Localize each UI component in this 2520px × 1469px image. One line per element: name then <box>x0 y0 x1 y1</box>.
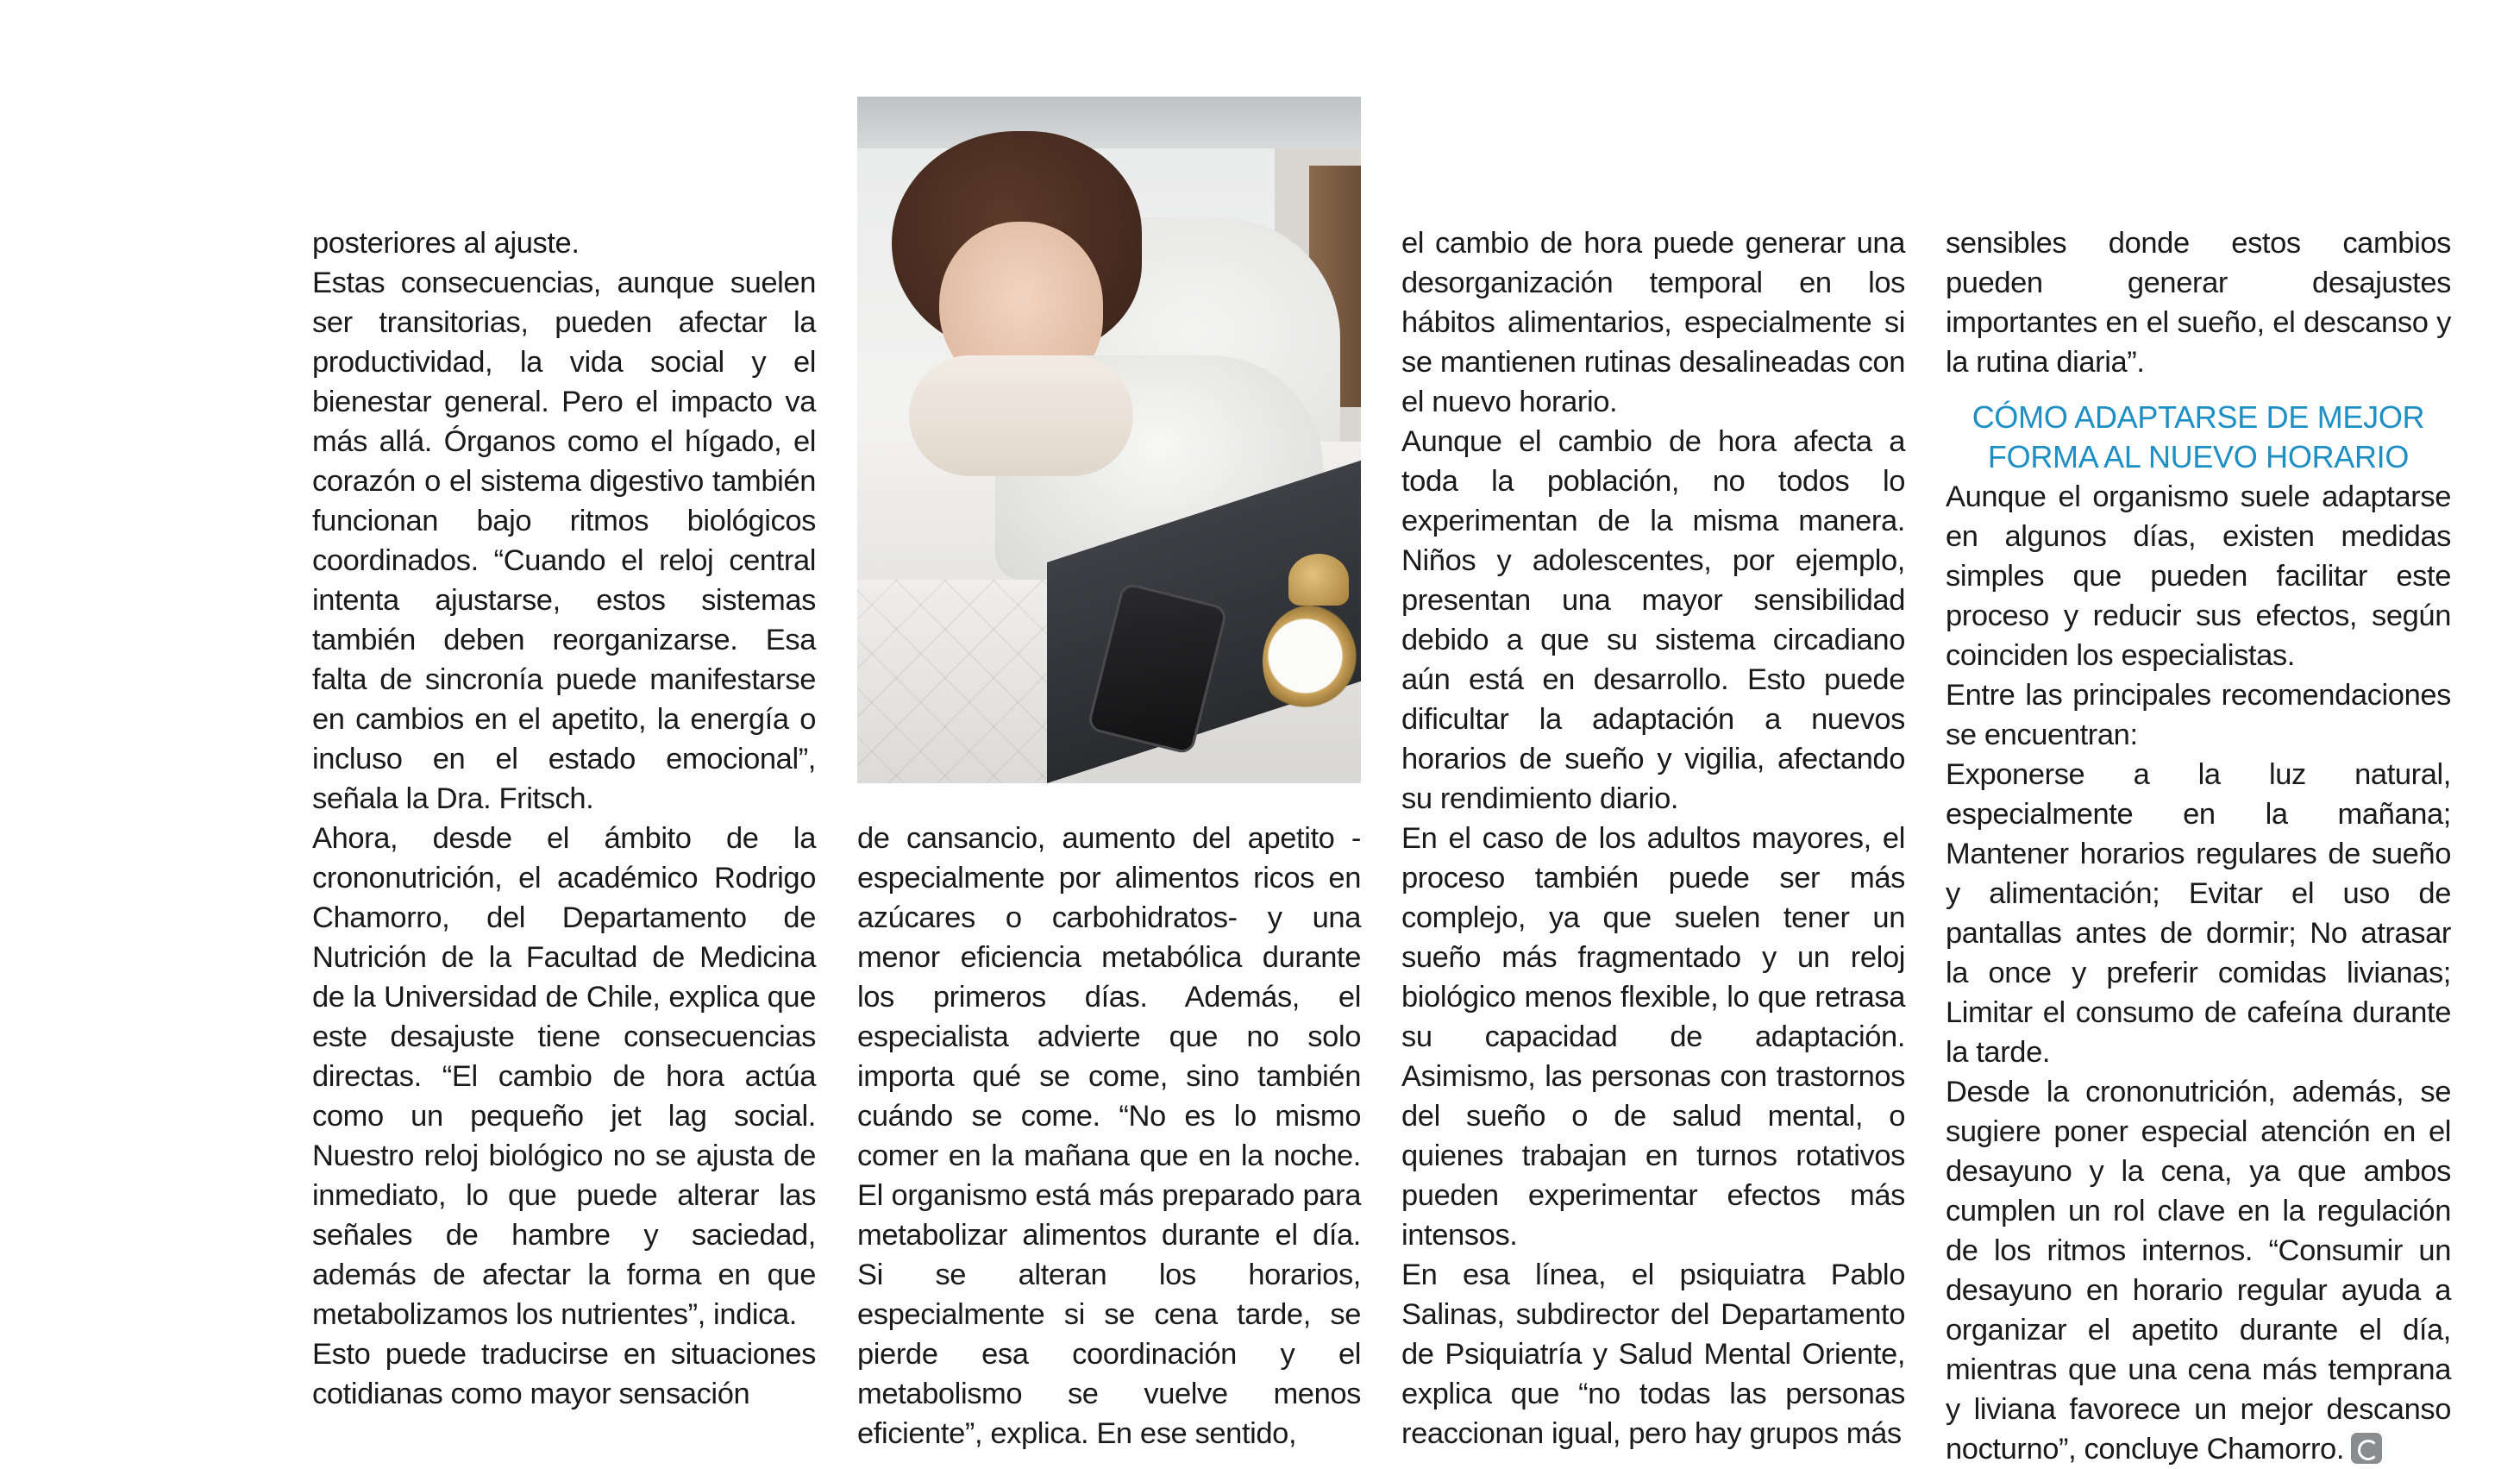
paragraph: Aunque el organismo suele adaptarse en algunos días, existen medidas simples que pueden facilitar este proceso y reducir sus efectos, según coinciden los especialistas. <box>1946 480 2451 672</box>
article-column-1 <box>312 223 816 1414</box>
section-heading: CÓMO ADAPTARSE DE MEJOR FORMA AL NUEVO HORARIO <box>1971 399 2425 474</box>
paragraph: posteriores al ajuste. <box>312 227 580 260</box>
arm <box>909 355 1133 476</box>
paragraph: Entre las principales recomendaciones se encuentran: <box>1946 679 2451 751</box>
paragraph: Estas consecuencias, aunque suelen ser transitorias, pueden afectar la productividad, la vida social y el bienestar general. Pero el impacto va más allá. Órganos como el hígado, el corazón o el sistema digestivo también funcionan bajo ritmos biológicos coordinados. “Cuando el reloj central intenta ajustarse, estos sistemas también deben reorganizarse. Esa falta de sincronía puede manifestarse en cambios en el apetito, la energía o incluso en el estado emocional”, señala la Dra. Fritsch. <box>312 267 816 815</box>
article-column-3 <box>1401 223 1905 1453</box>
paragraph <box>1946 1072 2451 1469</box>
woman-sleeping-photo <box>857 97 1361 783</box>
article-column-2 <box>857 819 1361 1453</box>
paragraph: Exponerse a la luz natural, especialmente en la mañana; Mantener horarios regulares de sueño y alimentación; Evitar el uso de pantallas antes de dormir; No atrasar la once y preferir comidas livianas; Limitar el consumo de cafeína durante la tarde. <box>1946 758 2451 1069</box>
article-column-4 <box>1946 223 2451 1469</box>
paragraph: Aunque el cambio de hora afecta a toda la población, no todos lo experimentan de la misma manera. Niños y adolescentes, por ejemplo, presentan una mayor sensibilidad debido a que su sistema circadiano aún está en desarrollo. Esto puede dificultar la adaptación a nuevos horarios de sueño y vigilia, afectando su rendimiento diario. <box>1401 425 1905 815</box>
closing-paragraph-text: Desde la crononutrición, además, se sugiere poner especial atención en el desayuno y la cena, ya que ambos cumplen un rol clave en la regulación de los ritmos internos. “Consumir un desayuno en horario regular ayuda a organizar el apetito durante el día, mientras que una cena más temprana y liviana favorece un mejor descanso nocturno”, concluye Chamorro. <box>1946 1076 2451 1466</box>
paragraph: sensibles donde estos cambios pueden generar desajustes importantes en el sueño, el descanso y la rutina diaria”. <box>1946 227 2451 379</box>
lamp-shade <box>857 97 1361 148</box>
alarm-clock-bell <box>1288 554 1349 606</box>
paragraph: En esa línea, el psiquiatra Pablo Salinas, subdirector del Departamento de Psiquiatría y Salud Mental Oriente, explica que “no todas las personas reaccionan igual, pero hay grupos más <box>1401 1259 1905 1450</box>
paragraph: Ahora, desde el ámbito de la crononutrición, el académico Rodrigo Chamorro, del Departamento de Nutrición de la Facultad de Medicina de la Universidad de Chile, explica que este desajuste tiene consecuencias directas. “El cambio de hora actúa como un pequeño jet lag social. Nuestro reloj biológico no se ajusta de inmediato, lo que puede alterar las señales de hambre y saciedad, además de afectar la forma en que metabolizamos los nutrientes”, indica. <box>312 822 816 1331</box>
end-mark-icon <box>2351 1433 2382 1464</box>
paragraph: Esto puede traducirse en situaciones cotidianas como mayor sensación <box>312 1338 816 1410</box>
paragraph: el cambio de hora puede generar una desorganización temporal en los hábitos alimentarios, especialmente si se mantienen rutinas desalineadas con el nuevo horario. <box>1401 227 1905 418</box>
paragraph: En el caso de los adultos mayores, el proceso también puede ser más complejo, ya que suelen tener un sueño más fragmentado y un reloj biológico menos flexible, lo que retrasa su capacidad de adaptación. Asimismo, las personas con trastornos del sueño o de salud mental, o quienes trabajan en turnos rotativos pueden experimentar efectos más intensos. <box>1401 822 1905 1252</box>
paragraph: de cansancio, aumento del apetito -especialmente por alimentos ricos en azúcares o carbohidratos- y una menor eficiencia metabólica durante los primeros días. Además, el especialista advierte que no solo importa qué se come, sino también cuándo se come. “No es lo mismo comer en la mañana que en la noche. El organismo está más preparado para metabolizar alimentos durante el día. Si se alteran los horarios, especialmente si se cena tarde, se pierde esa coordinación y el metabolismo se vuelve menos eficiente”, explica. En ese sentido, <box>857 822 1361 1450</box>
alarm-clock <box>1263 606 1357 718</box>
